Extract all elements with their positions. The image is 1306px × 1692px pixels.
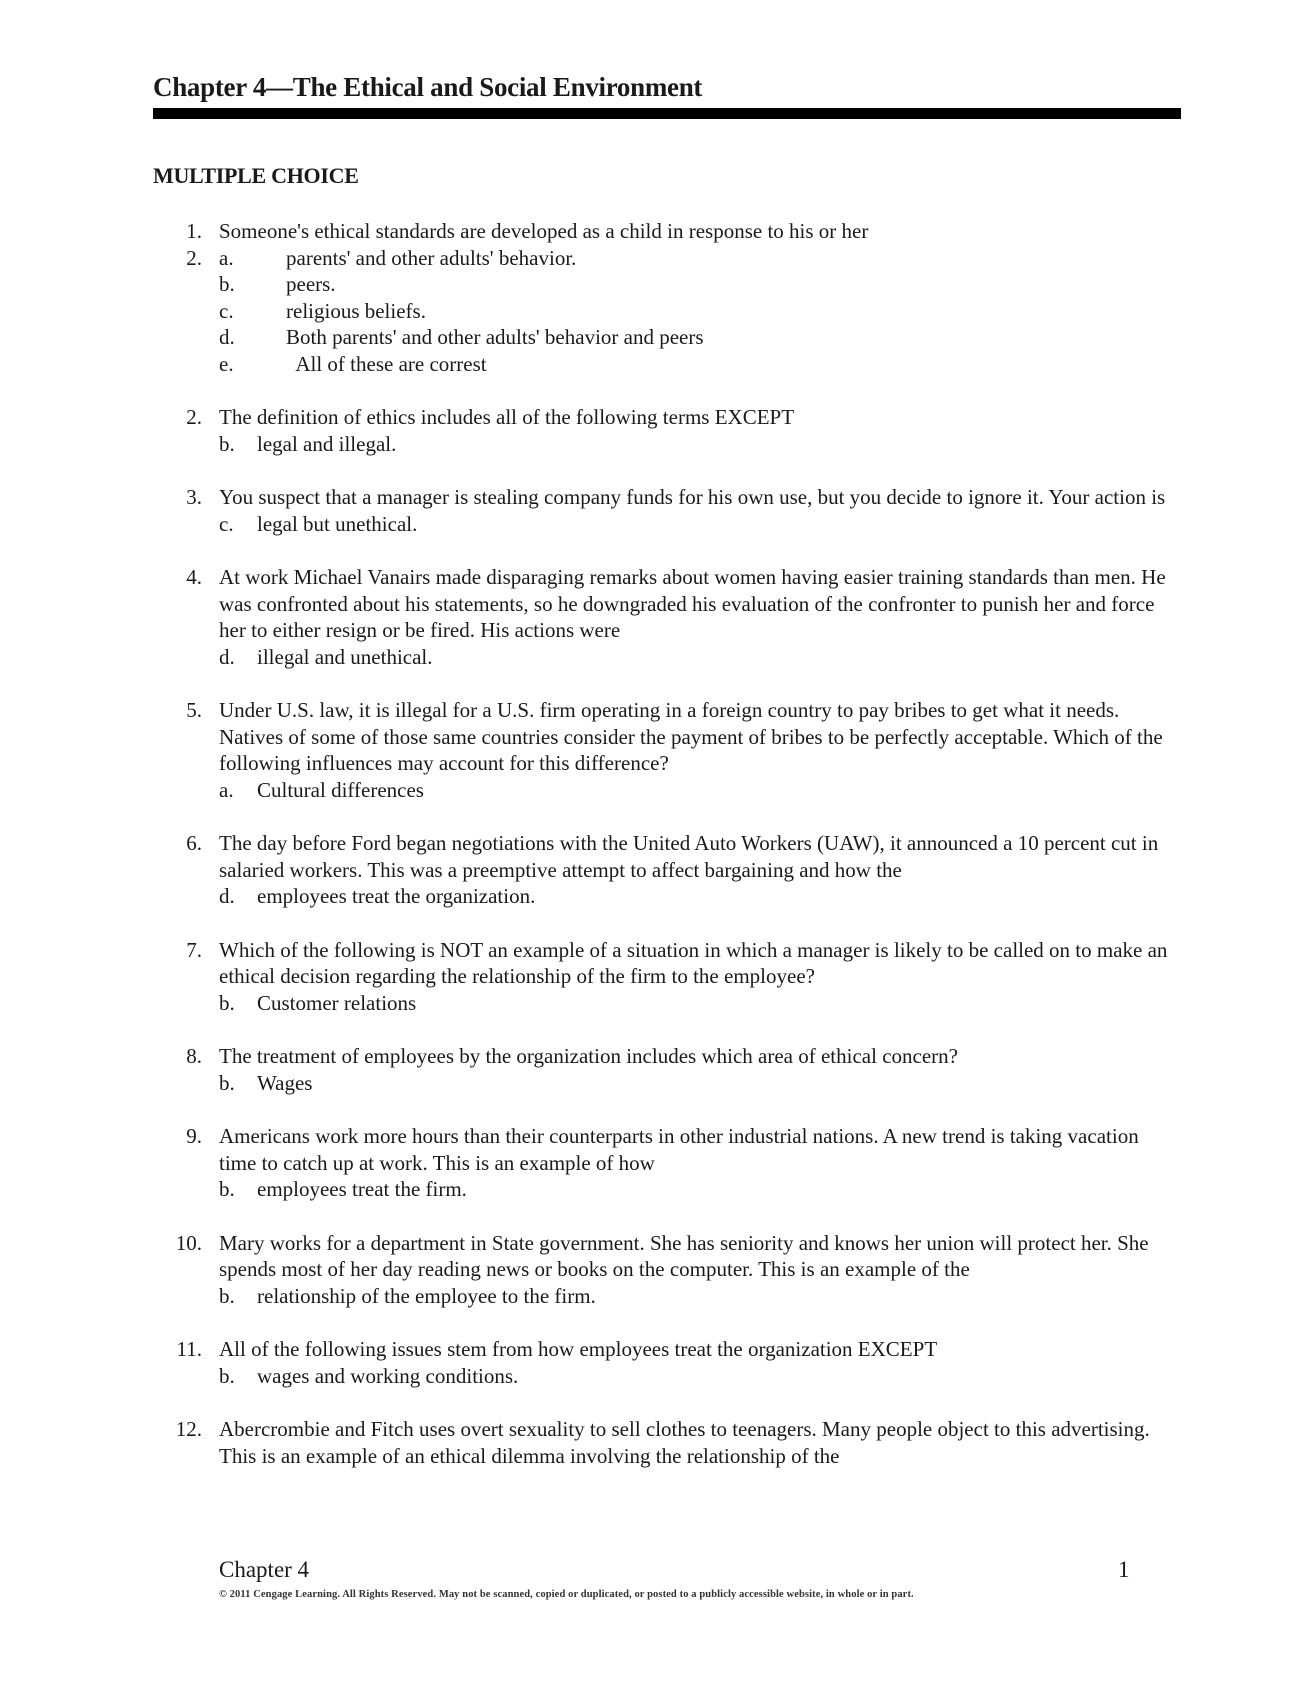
option-text: All of these are correst [286,351,487,376]
answer-option [219,1363,1306,1390]
option-letter: a. [219,245,234,270]
option-letter: b. [219,1283,235,1308]
footer-page-number: 1 [1118,1557,1130,1582]
question-10 [0,1230,1306,1310]
option-d [219,324,1306,351]
option-letter: d. [219,884,235,908]
option-letter: b. [219,272,235,296]
question-stem: You suspect that a manager is stealing company funds for his own use, but you decide to ignore it. Your action is [219,485,1166,509]
option-c [219,298,1306,325]
section-heading: MULTIPLE CHOICE [153,163,359,188]
answer-option [219,883,1306,910]
stray-number: 2. [186,245,202,270]
question-stem: Under U.S. law, it is illegal for a U.S. firm operating in a foreign country to pay bribes to get what it needs. Natives of some of those same countries consider the payment of bribes to be perfectly acceptable. Which of the following influences may account for this difference? [219,698,1163,775]
question-stem: Americans work more hours than their counterparts in other industrial nations. A new trend is taking vacation time to catch up at work. This is an example of how [219,1124,1139,1175]
question-stem: Which of the following is NOT an example of a situation in which a manager is likely to be called on to make an ethical decision regarding the relationship of the firm to the employee? [219,937,1168,988]
question-stem: Abercrombie and Fitch uses overt sexuality to sell clothes to teenagers. Many people object to this advertising. This is an example of an ethical dilemma involving the relationship of the [219,1417,1150,1468]
question-1 [0,218,1306,377]
option-letter: e. [219,351,234,376]
option-e [219,351,1306,378]
question-number: 8. [186,1044,202,1068]
option-text: Customer relations [257,990,417,1015]
question-number: 10. [175,1230,202,1255]
question-4 [0,564,1306,670]
option-text: legal but unethical. [257,511,418,536]
option-text: illegal and unethical. [257,644,433,669]
question-3 [0,484,1306,537]
question-number: 4. [186,565,202,589]
option-text: peers. [286,272,336,296]
question-stem: Mary works for a department in State government. She has seniority and knows her union will protect her. She spends most of her day reading news or books on the computer. This is an example of the [219,1230,1149,1281]
question-number: 3. [186,485,202,509]
question-11 [0,1336,1306,1389]
option-letter: d. [219,644,235,669]
question-number: 1. [186,219,202,243]
question-number: 2. [186,405,202,429]
answer-option [219,1070,1306,1097]
question-number: 6. [186,831,202,855]
option-letter: d. [219,325,235,349]
option-letter: a. [219,777,234,802]
option-letter: c. [219,298,234,323]
answer-option [219,431,1306,458]
option-a [186,245,1306,272]
option-text: legal and illegal. [257,431,397,456]
answer-option [219,777,1306,804]
option-text: Cultural differences [257,777,424,802]
question-12 [0,1416,1306,1469]
title-rule [153,108,1181,119]
option-text: Wages [257,1070,313,1095]
question-5 [0,697,1306,803]
question-stem: Someone's ethical standards are developed as a child in response to his or her [219,219,869,243]
answer-option [219,511,1306,538]
chapter-title: Chapter 4—The Ethical and Social Environment [153,72,703,102]
option-letter: b. [219,1177,235,1201]
footer-chapter: Chapter 4 [219,1557,310,1582]
question-6 [0,830,1306,910]
option-b [219,271,1306,298]
question-stem: All of the following issues stem from how employees treat the organization EXCEPT [219,1337,938,1361]
question-8 [0,1043,1306,1096]
option-letter: b. [219,1070,235,1095]
option-text: religious beliefs. [286,298,426,323]
question-number: 9. [186,1124,202,1148]
footer-copyright: © 2011 Cengage Learning. All Rights Reserved. May not be scanned, copied or duplicated, or posted to a publicly accessible website, in whole or in part. [219,1589,914,1600]
question-number: 7. [186,937,202,962]
answer-option [219,1283,1306,1310]
question-number: 12. [175,1417,202,1441]
question-number: 11. [176,1337,202,1361]
option-letter: c. [219,511,234,536]
option-text: wages and working conditions. [257,1363,519,1388]
option-text: parents' and other adults' behavior. [286,245,577,270]
question-list [0,218,1306,1496]
option-text: relationship of the employee to the firm. [257,1283,596,1308]
question-2 [0,404,1306,457]
option-letter: b. [219,431,235,456]
question-9 [0,1123,1306,1203]
question-stem: The day before Ford began negotiations with the United Auto Workers (UAW), it announced a 10 percent cut in salaried workers. This was a preemptive attempt to affect bargaining and how the [219,831,1159,882]
question-number: 5. [186,698,202,722]
answer-option [219,644,1306,671]
question-stem: At work Michael Vanairs made disparaging remarks about women having easier training standards than men. He was confronted about his statements, so he downgraded his evaluation of the confronter to punish her and force her to either resign or be fired. His actions were [219,565,1166,642]
answer-option [219,990,1306,1017]
question-7 [0,937,1306,1017]
option-text: Both parents' and other adults' behavior and peers [286,325,704,349]
option-text: employees treat the organization. [257,884,536,908]
question-stem: The treatment of employees by the organization includes which area of ethical concern? [219,1044,958,1068]
answer-option [219,1176,1306,1203]
option-letter: b. [219,990,235,1015]
option-letter: b. [219,1363,235,1388]
question-stem: The definition of ethics includes all of the following terms EXCEPT [219,405,795,429]
option-text: employees treat the firm. [257,1177,467,1201]
